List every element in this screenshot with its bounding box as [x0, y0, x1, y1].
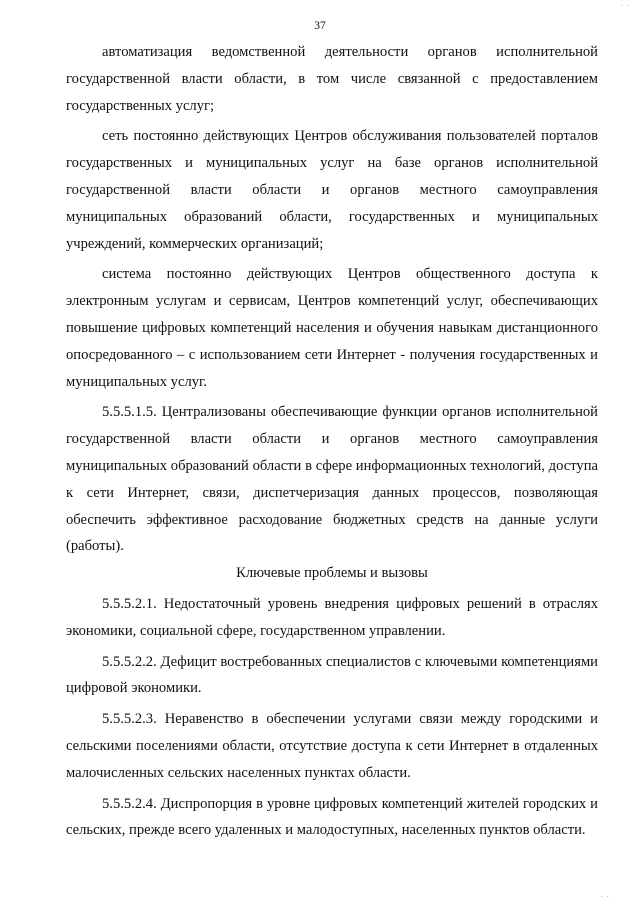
problem-5-5-5-2-3: 5.5.5.2.3. Неравенство в обеспечении услугами связи между городскими и сельскими поселениями области, отсутствие доступа к сети Интернет в отдаленных малочисленных сельских населенных пунктах области.	[66, 711, 598, 781]
paragraph-public-access-centers: система постоянно действующих Центров общественного доступа к электронным услугам и сервисам, Центров компетенций услуг, обеспечивающих повышение цифровых компетенций населения и обучения навыкам дистанционного опосредованного – с использованием сети Интернет - получения государственных и муниципальных услуг.	[66, 266, 598, 390]
section-heading: Ключевые проблемы и вызовы	[236, 565, 428, 582]
scan-artifact-mark: · ·	[600, 893, 610, 901]
paragraph-5-5-5-1-5: 5.5.5.1.5. Централизованы обеспечивающие функции органов исполнительной государственной власти области и органов местного самоуправления муниципальных образований области в сфере информационных технологий, доступа к сети Интернет, связи, диспетчеризация данных процессов, позволяющая обеспечить эффективное расходование бюджетных средств на данные услуги (работы).	[66, 404, 598, 555]
scan-artifact-mark: · ·	[620, 2, 630, 10]
document-body	[66, 39, 598, 844]
problem-5-5-5-2-4: 5.5.5.2.4. Диспропорция в уровне цифровых компетенций жителей городских и сельских, прежде всего удаленных и малодоступных, населенных пунктов области.	[66, 795, 598, 839]
problem-5-5-5-2-2: 5.5.5.2.2. Дефицит востребованных специалистов с ключевыми компетенциями цифровой экономики.	[66, 653, 598, 697]
paragraph-service-centers: сеть постоянно действующих Центров обслуживания пользователей порталов государственных и муниципальных услуг на базе органов исполнительной государственной власти области и органов местного самоуправления муниципальных образований области, государственных и муниципальных учреждений, коммерческих организаций;	[66, 128, 598, 252]
page-number: 37	[314, 20, 326, 32]
paragraph-automation: автоматизация ведомственной деятельности органов исполнительной государственной власти области, в том числе связанной с предоставлением государственных услуг;	[66, 44, 598, 114]
problem-5-5-5-2-1: 5.5.5.2.1. Недостаточный уровень внедрения цифровых решений в отраслях экономики, социальной сфере, государственном управлении.	[66, 595, 598, 639]
